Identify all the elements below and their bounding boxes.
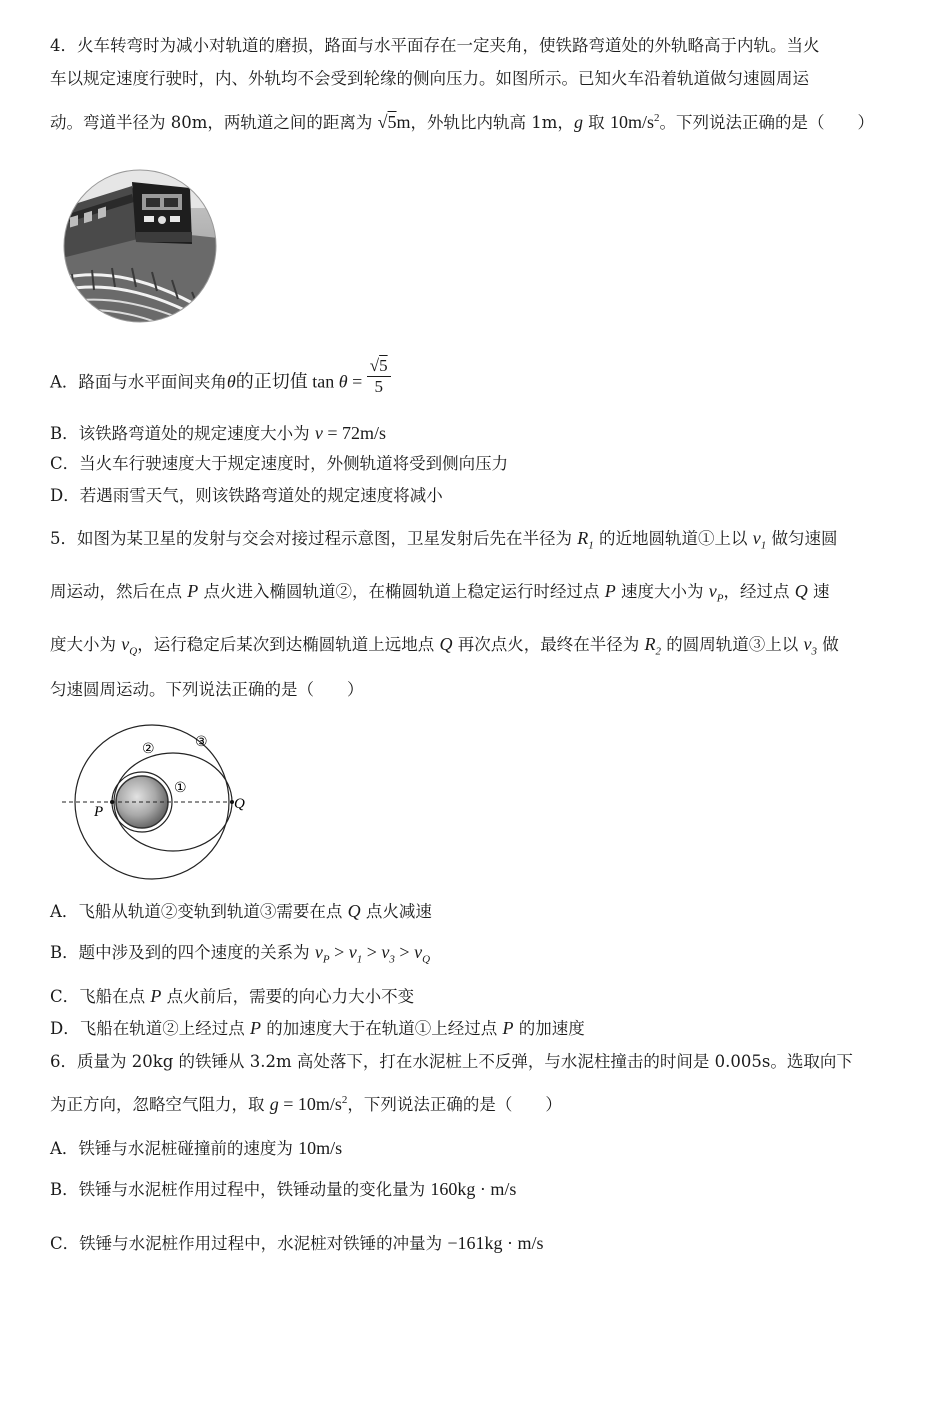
R1-symbol: $R_1$ <box>577 528 594 552</box>
P-symbol: P <box>187 581 199 601</box>
q4-stem-text-a: 动。弯道半径为 80m，两轨道之间的距离为 <box>50 113 378 132</box>
q5-stem-line-4: 匀速圆周运动。下列说法正确的是（ ） <box>50 680 364 699</box>
point-P <box>110 800 114 804</box>
sqrt5-over-5-fraction: $\frac{√5}{5}$ <box>367 356 391 398</box>
q5-option-a <box>50 901 910 923</box>
q4-option-b-text: B．该铁路弯道处的规定速度大小为 <box>50 424 315 443</box>
q5-option-b <box>50 942 910 967</box>
q5-option-b-text: B．题中涉及到的四个速度的关系为 <box>50 943 315 962</box>
label-orbit-2: ② <box>142 741 155 757</box>
g-value: = $10m/s^2$ <box>278 1094 348 1114</box>
label-P: P <box>94 804 104 820</box>
q4-option-d: D．若遇雨雪天气，则该铁路弯道处的规定速度将减小 <box>50 486 443 505</box>
q4-stem-line-3 <box>50 112 910 134</box>
q6-option-b <box>50 1179 910 1201</box>
velocity-inequality <box>314 942 431 966</box>
q5-option-d <box>50 1018 910 1040</box>
q4-stem-line-1: 4．火车转弯时为减小对轨道的磨损，路面与水平面存在一定夹角，使铁路弯道处的外轨略高于内轨。当火 <box>50 36 820 55</box>
q4-stem-line-2: 车以规定速度行驶时，内、外轨均不会受到轮缘的侧向压力。如图所示。已知火车沿着轨道做匀速圆周运 <box>50 69 809 88</box>
velocity-term: $v_Q$ <box>414 942 431 966</box>
q5-text: 度大小为 <box>50 635 122 654</box>
greater-than-operator: > <box>329 942 349 962</box>
velocity-term: $v_1$ <box>348 942 363 966</box>
q4-option-a <box>50 356 910 404</box>
q5-text: 再次点火，最终在半径为 <box>452 635 645 654</box>
greater-than-operator: > <box>362 942 382 962</box>
Q-symbol: Q <box>347 901 361 921</box>
q6-option-c-text: C．铁锤与水泥桩作用过程中，水泥桩对铁锤的冲量为 <box>50 1234 448 1253</box>
theta-symbol-2: θ <box>338 371 348 392</box>
q4-stem-text-c: 取 <box>582 113 610 132</box>
q5-text: 速 <box>807 582 830 601</box>
P-symbol: P <box>249 1018 261 1038</box>
train-on-curve-photo <box>62 168 218 324</box>
vQ-symbol: $v_Q$ <box>121 634 138 658</box>
equals-sign: = <box>347 371 367 392</box>
q6-stem-line-1: 6．质量为 20kg 的铁锤从 3.2m 高处落下，打在水泥桩上不反弹，与水泥柱撞击的时间是 0.005s。选取向下 <box>50 1052 853 1071</box>
q5-option-d-text-end: 的加速度 <box>513 1019 585 1038</box>
q5-stem-line-3 <box>50 634 910 659</box>
velocity-term: $v_3$ <box>381 942 395 966</box>
q5-text: 点火进入椭圆轨道②，在椭圆轨道上稳定运行时经过点 <box>198 582 605 601</box>
greater-than-operator: > <box>394 942 415 962</box>
q5-option-c <box>50 986 910 1008</box>
q5-text: 速度大小为 <box>615 582 709 601</box>
g-value: $10m/s^2$ <box>609 112 660 132</box>
v1-symbol: $v_1$ <box>752 528 767 552</box>
q5-stem-line-2 <box>50 581 910 606</box>
g-symbol: g <box>269 1094 279 1114</box>
vP-symbol: $v_P$ <box>708 581 724 605</box>
P-symbol: P <box>502 1018 514 1038</box>
q5-option-d-text: D．飞船在轨道②上经过点 <box>50 1019 250 1038</box>
q5-stem-line-1 <box>50 528 910 553</box>
q6-option-c-value: −161kg · m/s <box>447 1233 544 1253</box>
Q-symbol: Q <box>794 581 808 601</box>
q5-text: 做匀速圆 <box>766 529 838 548</box>
q6-option-b-text: B．铁锤与水泥桩作用过程中，铁锤动量的变化量为 <box>50 1180 431 1199</box>
P-symbol: P <box>604 581 616 601</box>
label-orbit-1: ① <box>174 780 187 796</box>
theta-symbol: θ <box>226 371 236 392</box>
q5-option-c-text: C．飞船在点 <box>50 987 151 1006</box>
q4-stem-text-d: 。下列说法正确的是（ ） <box>659 113 874 132</box>
q6-option-a-value: 10m/s <box>298 1138 343 1158</box>
q4-option-a-text-mid: 的正切值 tan <box>235 371 339 392</box>
g-symbol: g <box>573 112 583 132</box>
q5-text: 的圆周轨道③上以 <box>660 635 804 654</box>
q4-stem-text-b: ，外轨比内轨高 1m， <box>410 113 574 132</box>
q6-text: 为正方向，忽略空气阻力，取 <box>50 1095 270 1114</box>
velocity-term: $v_P$ <box>314 942 330 966</box>
Q-symbol: Q <box>439 634 453 654</box>
q5-text: 做 <box>816 635 839 654</box>
q5-option-d-text-mid: 的加速度大于在轨道①上经过点 <box>260 1019 503 1038</box>
R2-symbol: $R_2$ <box>644 634 661 658</box>
q6-option-a-text: A．铁锤与水泥桩碰撞前的速度为 <box>50 1139 299 1158</box>
q4-option-b <box>50 423 910 445</box>
q6-stem-line-2 <box>50 1094 910 1116</box>
q5-text: 5．如图为某卫星的发射与交会对接过程示意图，卫星发射后先在半径为 <box>50 529 578 548</box>
q5-text: 的近地圆轨道①上以 <box>593 529 753 548</box>
q6-option-a <box>50 1138 910 1160</box>
sqrt5-expression: √5m <box>377 112 411 132</box>
q5-text: 周运动，然后在点 <box>50 582 188 601</box>
q6-option-c <box>50 1233 910 1255</box>
q5-option-a-text: A．飞船从轨道②变轨到轨道③需要在点 <box>50 902 348 921</box>
P-symbol: P <box>150 986 162 1006</box>
v-symbol: v <box>314 423 323 443</box>
q5-option-c-text-end: 点火前后，需要的向心力大小不变 <box>161 987 415 1006</box>
q5-text: ，运行稳定后某次到达椭圆轨道上远地点 <box>137 635 440 654</box>
q5-text: ，经过点 <box>723 582 795 601</box>
q4-option-b-value: = 72m/s <box>322 423 387 443</box>
q5-option-a-text-end: 点火减速 <box>360 902 432 921</box>
q4-option-c: C．当火车行驶速度大于规定速度时，外侧轨道将受到侧向压力 <box>50 454 509 473</box>
label-Q: Q <box>234 796 245 812</box>
q6-option-b-value: 160kg · m/s <box>430 1179 517 1199</box>
q6-text: ，下列说法正确的是（ ） <box>347 1095 562 1114</box>
label-orbit-3: ③ <box>195 734 208 750</box>
q4-option-a-text: A．路面与水平面间夹角 <box>50 372 227 392</box>
orbit-transfer-diagram <box>58 722 248 882</box>
v3-symbol: $v_3$ <box>803 634 817 658</box>
